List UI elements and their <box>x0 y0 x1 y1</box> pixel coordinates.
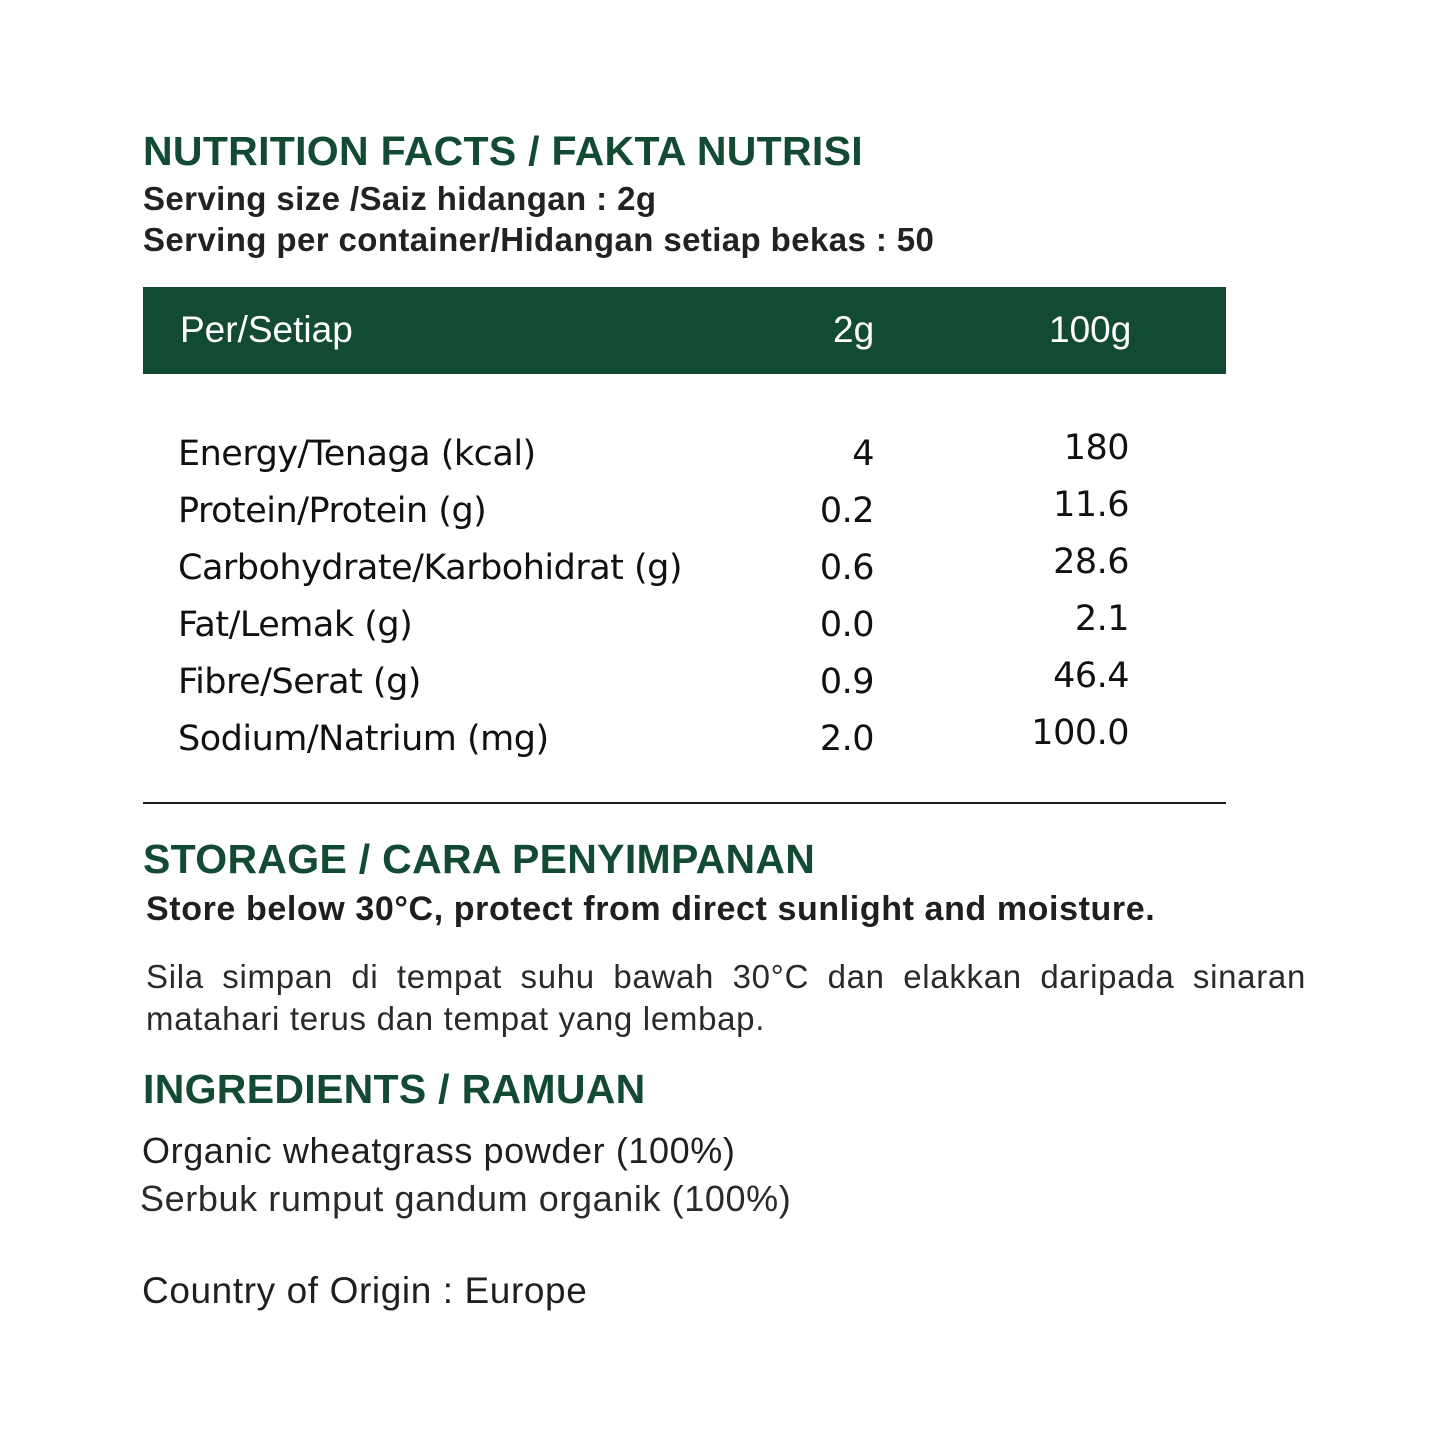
table-row <box>0 599 1445 655</box>
nutrient-label: Sodium/Natrium (mg) <box>178 719 549 759</box>
value-2g: 0.9 <box>819 662 874 702</box>
table-row <box>0 428 1445 484</box>
nutrient-label: Protein/Protein (g) <box>178 491 487 531</box>
nutrient-label: Fat/Lemak (g) <box>178 605 413 645</box>
nutrition-title: NUTRITION FACTS / FAKTA NUTRISI <box>143 128 863 174</box>
value-100g: 46.4 <box>1053 656 1129 696</box>
table-row <box>0 485 1445 541</box>
table-row <box>0 542 1445 598</box>
serving-size: Serving size /Saiz hidangan : 2g <box>143 180 657 217</box>
storage-title: STORAGE / CARA PENYIMPANAN <box>143 836 816 882</box>
header-2g: 2g <box>833 309 875 350</box>
country-of-origin: Country of Origin : Europe <box>142 1270 588 1311</box>
value-100g: 180 <box>1063 428 1129 468</box>
header-100g: 100g <box>1049 309 1132 350</box>
value-2g: 4 <box>852 434 874 474</box>
value-2g: 0.6 <box>819 548 874 588</box>
ingredients-title: INGREDIENTS / RAMUAN <box>143 1066 646 1112</box>
value-100g: 100.0 <box>1031 713 1129 753</box>
value-2g: 2.0 <box>819 719 874 759</box>
ingredients-english: Organic wheatgrass powder (100%) <box>142 1130 736 1171</box>
storage-english: Store below 30°C, protect from direct sunlight and moisture. <box>146 890 1156 928</box>
value-100g: 11.6 <box>1053 485 1129 525</box>
table-row <box>0 656 1445 712</box>
table-row <box>0 713 1445 769</box>
value-2g: 0.2 <box>819 491 874 531</box>
nutrition-table-header <box>143 287 1226 374</box>
storage-malay: Sila simpan di tempat suhu bawah 30°C dan elakkan daripada sinaran matahari terus dan tempat yang lembap. <box>146 958 1306 1037</box>
servings-per-container: Serving per container/Hidangan setiap bekas : 50 <box>143 221 935 258</box>
nutrient-label: Carbohydrate/Karbohidrat (g) <box>178 548 683 588</box>
section-divider <box>143 802 1226 804</box>
value-100g: 28.6 <box>1053 542 1129 582</box>
nutrient-label: Energy/Tenaga (kcal) <box>178 434 536 474</box>
ingredients-malay: Serbuk rumput gandum organik (100%) <box>140 1178 792 1219</box>
value-2g: 0.0 <box>819 605 874 645</box>
header-per: Per/Setiap <box>180 309 353 350</box>
nutrient-label: Fibre/Serat (g) <box>178 662 421 702</box>
value-100g: 2.1 <box>1074 599 1129 639</box>
